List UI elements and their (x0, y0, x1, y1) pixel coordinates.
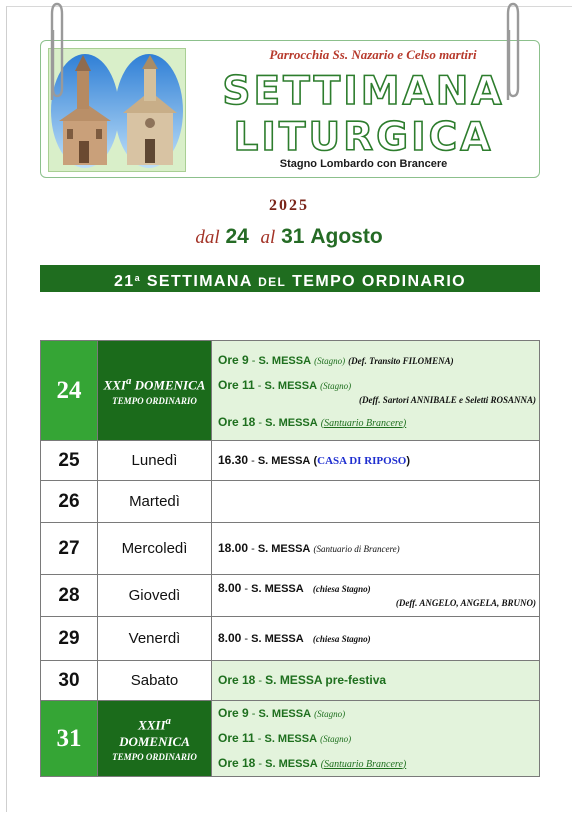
event-note: (Deff. Sartori ANNIBALE e Seletti ROSANNA) (358, 394, 536, 405)
event-place: CASA DI RIPOSO (317, 455, 407, 467)
banner-text-a: SETTIMANA (146, 273, 253, 290)
day-number: 28 (41, 575, 98, 617)
event-label: S. MESSA (251, 583, 304, 595)
sunday-word: DOMENICA (134, 377, 206, 393)
event-item (218, 453, 539, 468)
day-name: Mercoledì (98, 523, 212, 575)
event-label: S. MESSA (264, 379, 318, 392)
event-time: 16.30 (218, 453, 249, 467)
event-place: (Stagno) (314, 708, 346, 719)
event-label: S. MESSA (264, 732, 318, 745)
sunday-roman: XXII (138, 717, 166, 733)
event-note: (Deff. ANGELO, ANGELA, BRUNO) (395, 598, 536, 608)
event-item (218, 541, 539, 556)
event-place: (Stagno) (320, 380, 352, 391)
event-sep: - (254, 379, 265, 392)
event-place: (Santuario Brancere) (320, 417, 407, 429)
event-time: Ore 9 (218, 352, 249, 367)
parish-name: Parrocchia Ss. Nazario e Celso martiri (269, 47, 477, 62)
event-label: S. MESSA (265, 416, 318, 429)
event-time: 18.00 (218, 541, 249, 555)
event-sep: - (255, 757, 266, 770)
table-row (41, 341, 540, 441)
event-sep: - (248, 455, 258, 467)
sunday-ordinal: a (125, 375, 132, 388)
week-banner (40, 265, 540, 292)
day-name: Lunedì (98, 441, 212, 481)
event-label: S. MESSA (258, 354, 312, 367)
banner-number: 21 (113, 273, 135, 290)
event-sep: - (248, 543, 258, 555)
table-row (41, 481, 540, 523)
event-item (218, 756, 539, 772)
event-item (218, 706, 539, 721)
event-item (218, 581, 539, 610)
event-place: (chiesa Stagno) (312, 584, 371, 594)
event-item (218, 731, 539, 746)
event-label: S. MESSA (257, 455, 311, 467)
schedule-table (40, 340, 540, 777)
date-to-word: al (260, 227, 276, 248)
table-row (41, 441, 540, 481)
event-time: Ore 11 (218, 730, 255, 745)
events-cell (212, 481, 540, 523)
event-time: Ore 18 (218, 673, 256, 687)
event-label: S. MESSA (265, 757, 318, 770)
event-time: Ore 11 (218, 377, 255, 392)
day-number: 30 (41, 661, 98, 701)
event-label: S. MESSA (258, 707, 312, 720)
title-settimana: SETTIMANA (222, 69, 505, 114)
date-month: Agosto (310, 225, 383, 248)
paper-clip-left-icon (44, 0, 70, 106)
event-place: (Santuario di Brancere) (313, 544, 400, 554)
paper-clip-right-icon (500, 0, 526, 106)
date-from-word: dal (195, 227, 220, 248)
day-number: 27 (41, 523, 98, 575)
town-name: Stagno Lombardo con Brancere (279, 158, 448, 170)
sunday-subtitle: TEMPO ORDINARIO (112, 751, 197, 762)
sunday-word: DOMENICA (119, 733, 190, 749)
day-name: Venerdì (98, 617, 212, 661)
day-number: 24 (41, 341, 98, 441)
event-time: 8.00 (218, 581, 242, 595)
table-row (41, 523, 540, 575)
event-sep: - (254, 732, 265, 745)
day-name (98, 341, 212, 441)
event-place: (chiesa Stagno) (312, 634, 371, 644)
date-range (0, 225, 578, 249)
day-number: 31 (41, 701, 98, 777)
events-cell (212, 523, 540, 575)
event-sep: - (255, 675, 266, 687)
event-time: Ore 9 (218, 705, 249, 720)
events-cell (212, 441, 540, 481)
event-paren-open: ( (313, 455, 318, 467)
table-row (41, 661, 540, 701)
event-note: (Def. Transito FILOMENA) (348, 355, 454, 366)
day-number: 25 (41, 441, 98, 481)
events-cell (212, 341, 540, 441)
table-row (41, 575, 540, 617)
event-place: (Stagno) (320, 733, 352, 744)
day-name: Sabato (98, 661, 212, 701)
banner-text-b: TEMPO ORDINARIO (292, 273, 467, 290)
header-box (40, 40, 540, 178)
events-cell (212, 661, 540, 701)
event-item (218, 673, 539, 688)
sunday-ordinal: a (165, 715, 171, 728)
event-place: (Santuario Brancere) (320, 758, 407, 770)
event-item (218, 353, 539, 368)
day-name (98, 701, 212, 777)
day-number: 29 (41, 617, 98, 661)
day-name: Martedì (98, 481, 212, 523)
event-item (218, 378, 539, 407)
event-place: (Stagno) (314, 355, 346, 366)
events-cell (212, 701, 540, 777)
events-cell (212, 617, 540, 661)
event-label: S. MESSA pre-festiva (265, 673, 387, 687)
event-time: Ore 18 (218, 755, 256, 770)
events-cell (212, 575, 540, 617)
event-item (218, 631, 539, 646)
event-time: 8.00 (218, 631, 242, 645)
event-sep: - (241, 583, 252, 595)
table-row (41, 701, 540, 777)
date-to-day: 31 (281, 225, 305, 248)
event-sep: - (248, 707, 259, 720)
sunday-subtitle: TEMPO ORDINARIO (112, 395, 197, 406)
event-item (218, 415, 539, 431)
date-from-day: 24 (225, 225, 249, 248)
table-row (41, 617, 540, 661)
event-paren-close: ) (406, 455, 411, 467)
event-sep: - (255, 416, 266, 429)
year: 2025 (269, 197, 309, 214)
banner-ordinal: a (134, 273, 141, 283)
event-label: S. MESSA (257, 543, 311, 555)
event-time: Ore 18 (218, 414, 256, 429)
banner-text-small: DEL (258, 275, 287, 289)
day-name: Giovedì (98, 575, 212, 617)
title-liturgica: LITURGICA (233, 115, 494, 160)
sunday-roman: XXI (103, 377, 126, 393)
event-sep: - (241, 633, 252, 645)
day-number: 26 (41, 481, 98, 523)
event-label: S. MESSA (251, 633, 304, 645)
event-sep: - (248, 354, 259, 367)
